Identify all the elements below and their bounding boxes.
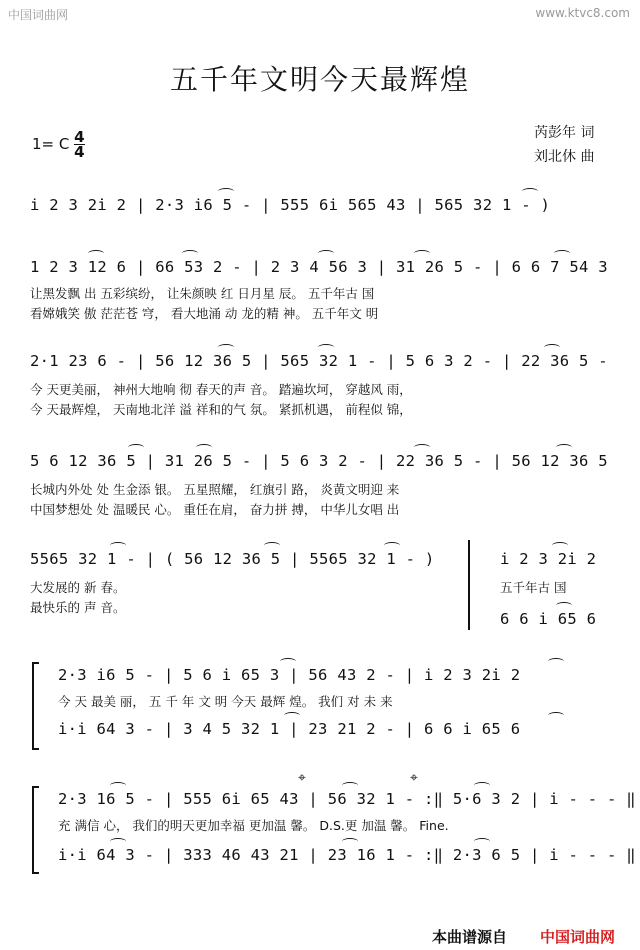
page-title: 五千年文明今天最辉煌 bbox=[169, 63, 470, 96]
score-line-7-top: 2·3 i̇6 5 - | 5 6 i̇ 65 3 | 56 43 2 - | i̇ 2 3 2̇i̇ 2 bbox=[58, 666, 521, 684]
lyric-line-4b: 中国梦想处 处 温暖民 心。 重任在肩， 奋力拼 搏， 中华儿女唱 出 bbox=[30, 502, 400, 517]
slur-mark bbox=[284, 712, 300, 719]
lyric-line-3a: 今 天更美丽， 神州大地响 彻 春天的声 音。 踏遍坎坷， 穿越风 雨， bbox=[30, 382, 412, 397]
slur-mark bbox=[552, 542, 568, 549]
score-line-8-top: 2·3 16 5 - | 555 6i̇ 65 43 | 56 32 1 - :‖ 5·6 3 2 | i̇ - - - ‖ bbox=[58, 790, 636, 808]
slur-mark bbox=[182, 250, 198, 257]
slur-mark bbox=[196, 444, 212, 451]
score-line-6-bottom: 6 6 i̇ 65 6 bbox=[500, 610, 597, 628]
slur-mark bbox=[522, 188, 538, 195]
lyric-line-8: 充 满信 心， 我们的明天更加幸福 更加温 馨。 D.S.更 加温 馨。 Fine. bbox=[58, 818, 449, 833]
composer-credit: 刘北休 曲 bbox=[534, 149, 595, 165]
slur-mark bbox=[414, 250, 430, 257]
lyric-line-4a: 长城内外处 处 生金添 银。 五星照耀， 红旗引 路， 炎黄文明迎 来 bbox=[30, 482, 400, 497]
score-line-3: 2·1 23 6 - | 56 12 36 5 | 565 32 1 - | 5 6 3 2 - | 22 36 5 - bbox=[30, 352, 608, 370]
score-line-2: 1 2 3 12 6 | 66 53 2 - | 2 3 4 56 3 | 31 26 5 - | 6 6 7 54 3 bbox=[30, 258, 608, 276]
score-line-7-bottom: i̇·i̇ 64 3 - | 3 4 5 32 1 | 23 21 2 - | 6 6 i̇ 65 6 bbox=[58, 720, 521, 738]
slur-mark bbox=[556, 444, 572, 451]
slur-mark bbox=[556, 602, 572, 609]
slur-mark bbox=[318, 344, 334, 351]
score-line-5: 5565 32 1 - | ( 56 12 36 5 | 5565 32 1 - ) bbox=[30, 550, 435, 568]
slur-mark bbox=[264, 542, 280, 549]
system-bracket bbox=[32, 662, 39, 750]
slur-mark bbox=[218, 188, 234, 195]
watermark-right: www.ktvc8.com bbox=[535, 6, 630, 20]
watermark-left: 中国词曲网 bbox=[8, 8, 69, 22]
slur-mark bbox=[548, 658, 564, 665]
slur-mark bbox=[414, 444, 430, 451]
score-line-6-top: i̇ 2 3 2̇i̇ 2 bbox=[500, 550, 597, 568]
slur-mark bbox=[384, 542, 400, 549]
slur-mark bbox=[548, 712, 564, 719]
slur-mark bbox=[474, 782, 490, 789]
slur-mark bbox=[128, 444, 144, 451]
score-line-1: i̇ 2 3 2̇i̇ 2 | 2·3 i̇6 5 - | 555 6i̇ 565 43 | 565 32 1 - ) bbox=[30, 196, 551, 214]
slur-mark bbox=[110, 838, 126, 845]
footer-brand: 中国词曲网 bbox=[540, 928, 616, 946]
slur-mark bbox=[110, 782, 126, 789]
slur-mark bbox=[280, 658, 296, 665]
lyric-line-5a: 大发展的 新 春。 bbox=[30, 580, 126, 595]
key-signature bbox=[32, 130, 85, 159]
key-prefix: 1= C bbox=[32, 135, 70, 153]
lyric-line-5b: 最快乐的 声 音。 bbox=[30, 600, 126, 615]
lyricist-credit: 芮彭年 词 bbox=[534, 125, 595, 141]
slur-mark bbox=[342, 838, 358, 845]
coda-icon: ⌖ bbox=[410, 770, 418, 786]
footer-source: 本曲谱源自 bbox=[432, 928, 508, 946]
slur-mark bbox=[318, 250, 334, 257]
slur-mark bbox=[474, 838, 490, 845]
slur-mark bbox=[110, 542, 126, 549]
lyric-line-3b: 今 天最辉煌， 天南地北洋 溢 祥和的气 氛。 紧抓机遇， 前程似 锦， bbox=[30, 402, 412, 417]
system-bracket bbox=[32, 786, 39, 874]
time-numerator: 4 bbox=[74, 128, 85, 146]
score-line-4: 5 6 12 36 5 | 31 26 5 - | 5 6 3 2 - | 22 36 5 - | 56 12 36 5 bbox=[30, 452, 608, 470]
slur-mark bbox=[88, 250, 104, 257]
system-barline bbox=[468, 540, 470, 630]
slur-mark bbox=[544, 344, 560, 351]
lyric-line-2a: 让黑发飘 出 五彩缤纷， 让朱颜映 红 日月星 辰。 五千年古 国 bbox=[30, 286, 375, 301]
slur-mark bbox=[554, 250, 570, 257]
slur-mark bbox=[342, 782, 358, 789]
lyric-line-7: 今 天 最美 丽， 五 千 年 文 明 今天 最辉 煌。 我们 对 未 来 bbox=[58, 694, 393, 709]
lyric-line-2b: 看嫦娥笑 傲 茫茫苍 穹， 看大地涌 动 龙的精 神。 五千年文 明 bbox=[30, 306, 379, 321]
time-signature bbox=[74, 130, 84, 159]
time-denominator: 4 bbox=[74, 143, 85, 161]
lyric-line-6: 五千年古 国 bbox=[500, 580, 567, 595]
segno-icon: ⌖ bbox=[298, 770, 306, 786]
slur-mark bbox=[218, 344, 234, 351]
score-line-8-bottom: i̇·i̇ 64 3 - | 333 46 43 21 | 23 16 1 - :‖ 2·3 6 5 | i̇ - - - ‖ bbox=[58, 846, 636, 864]
